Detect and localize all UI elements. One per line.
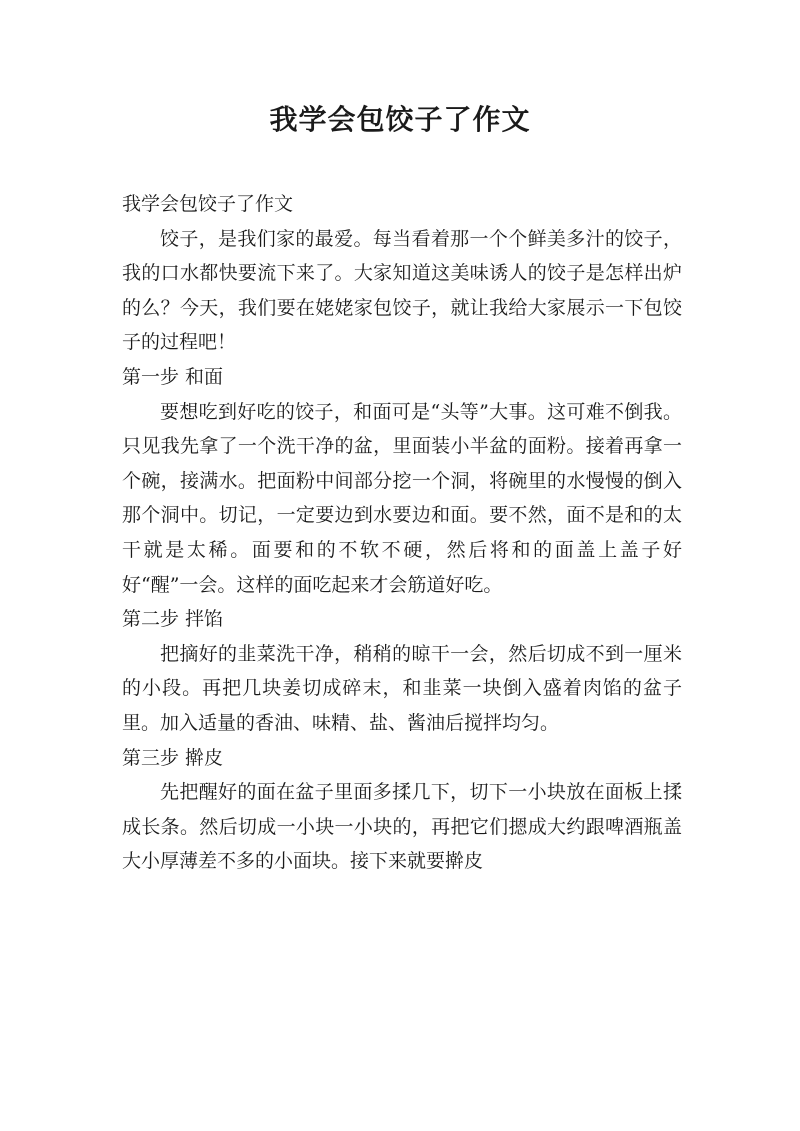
document-body: [122, 187, 682, 879]
paragraph-step-1: 要想吃到好吃的饺子，和面可是“头等”大事。这可难不倒我。只见我先拿了一个洗干净的盆，里面装小半盆的面粉。接着再拿一个碗，接满水。把面粉中间部分挖一个洞，将碗里的水慢慢的倒入那个洞中。切记，一定要边到水要边和面。要不然，面不是和的太干就是太稀。面要和的不软不硬，然后将和的面盖上盖子好好“醒”一会。这样的面吃起来才会筋道好吃。: [122, 400, 682, 596]
paragraph-step-2: 把摘好的韭菜洗干净，稍稍的晾干一会，然后切成不到一厘米的小段。再把几块姜切成碎末，和韭菜一块倒入盛着肉馅的盆子里。加入适量的香油、味精、盐、酱油后搅拌均匀。: [122, 642, 682, 734]
step-heading-2: 第二步 拌馅: [122, 608, 224, 631]
body-heading: 我学会包饺子了作文: [122, 193, 294, 215]
paragraph-step-3: 先把醒好的面在盆子里面多揉几下，切下一小块放在面板上揉成长条。然后切成一小块一小块的，再把它们摁成大约跟啤酒瓶盖大小厚薄差不多的小面块。接下来就要擀皮: [122, 781, 682, 873]
paragraph-intro: 饺子，是我们家的最爱。每当看着那一个个鲜美多汁的饺子，我的口水都快要流下来了。大家知道这美味诱人的饺子是怎样出炉的么？今天，我们要在姥姥家包饺子，就让我给大家展示一下包饺子的过程吧！: [122, 227, 682, 354]
step-heading-3: 第三步 擀皮: [122, 746, 224, 769]
document-title: 我学会包饺子了作文: [269, 103, 531, 136]
step-heading-1: 第一步 和面: [122, 365, 224, 388]
